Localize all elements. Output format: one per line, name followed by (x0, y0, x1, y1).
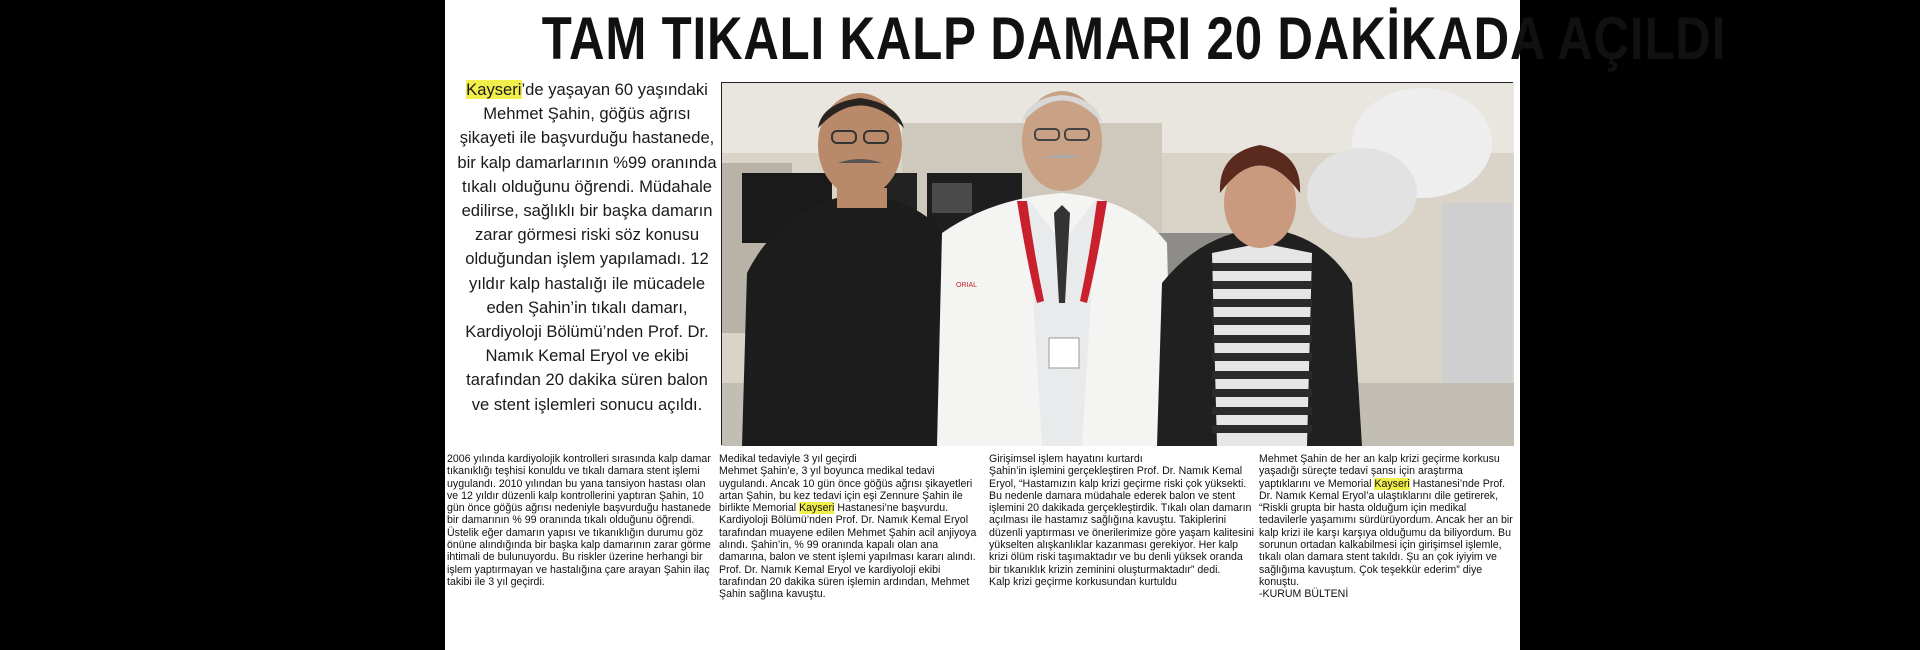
column-4-text-b: Hastanesi’nde Prof. Dr. Namık Kemal Eryol’a ulaştıklarını dile getirerek, “Riskli grupta bir hasta olduğum için medikal tedavilerle yaşamımı sürdürüyordum. Ancak her an bir kalp krizi ile karşı karşıya olduğumu da biliyordum. Bu sorunun ortadan kalkabilmesi için girişimsel işlemle, tıkalı olan damara stent takıldı. Şu an çok iyiyim ve sağlığıma kavuştum. Çok teşekkür ederim” diye konuştu. (1259, 477, 1513, 588)
column-2-paragraph (719, 465, 985, 600)
photo-illustration (722, 83, 1514, 446)
headline: TAM TIKALI KALP DAMARI 20 DAKİKADA AÇILDI (541, 5, 1727, 72)
column-1-paragraph: 2006 yılında kardiyolojik kontrolleri sırasında kalp damar tıkanıklığı teşhisi konuldu ve tıkalı damara stent işlemi uygulandı. 2010 yılından bu yana tansiyon hastası olan ve 12 yıldır düzenli kalp kontrollerini yaptıran Şahin, 10 gün önce göğüs ağrısı nedeniyle başvurduğu hastanede bir damarının % 99 oranında tıkalı olduğunu öğrendi. Üstelik eğer damarın yapısı ve tıkanıklığın durumu göz önüne alındığında bir başka kalp damarının zarar görme ihtimali de bulunuyordu. Bu riskler üzerine herhangi bir işlem yaptırmayan ve hastalığına çare arayan Şahin ilaç takibi ile 3 yıl geçirdi. (447, 453, 711, 588)
column-2-highlight: Kayseri (799, 502, 835, 515)
column-3 (989, 453, 1255, 648)
column-4-text-a: Mehmet Şahin de her an kalp krizi geçirme korkusu yaşadığı süreçte tedavi şansı için araştırma yaptıklarını ve Memorial (1259, 453, 1500, 490)
news-clipping (445, 0, 1727, 650)
lede-highlight: Kayseri (466, 80, 522, 99)
article-columns (447, 453, 1517, 648)
column-1 (447, 453, 713, 648)
badge-text: ORIAL (956, 282, 978, 289)
column-4-source: -KURUM BÜLTENİ (1259, 588, 1349, 601)
column-2-text-a: Mehmet Şahin’e, 3 yıl boyunca medikal tedavi uygulandı. Ancak 10 gün önce göğüs ağrısı şikayetleri artan Şahin, bu kez tedavi için eşi Zennure Şahin ile birlikte Memorial (719, 465, 973, 515)
column-2 (719, 453, 985, 648)
lede-paragraph (457, 78, 717, 438)
column-4 (1259, 453, 1517, 648)
column-3-subheading-2: Kalp krizi geçirme korkusundan kurtuldu (989, 575, 1177, 588)
column-2-subheading: Medikal tedaviyle 3 yıl geçirdi (719, 453, 857, 465)
column-2-text-b: Hastanesi’ne başvurdu. Kardiyoloji Bölümü’nden Prof. Dr. Namık Kemal Eryol tarafından muayene edilen Mehmet Şahin acil anjiyoya alındı. Şahin’in, % 99 oranında kapalı olan ana damarına, balon ve stent işlemi yapılması kararı alındı. Prof. Dr. Namık Kemal Eryol ve kardiyoloji ekibi tarafından 20 dakika süren işlemin ardından, Mehmet Şahin sağlına kavuştu. (719, 502, 977, 601)
column-3-subheading: Girişimsel işlem hayatını kurtardı (989, 453, 1143, 465)
news-photo (721, 82, 1513, 445)
lede-text: ’de yaşayan 60 yaşındaki Mehmet Şahin, göğüs ağrısı şikayeti ile başvurduğu hastanede, bir kalp damarlarının %99 oranında tıkalı olduğunu öğrendi. Müdahale edilirse, sağlıklı bir başka damarın zarar görmesi riski söz konusu olduğundan işlem yapılamadı. 12 yıldır kalp hastalığı ile mücadele eden Şahin’in tıkalı damarı, Kardiyoloji Bölümü’nden Prof. Dr. Namık Kemal Eryol ve ekibi tarafından 20 dakika süren balon ve stent işlemleri sonucu açıldı. (457, 80, 717, 414)
column-3-paragraph: Şahin’in işlemini gerçekleştiren Prof. Dr. Namık Kemal Eryol, “Hastamızın kalp krizi geçirme riski çok yüksekti. Bu nedenle damara müdahale ederek balon ve stent işlemini 20 dakikada gerçekleştirdik. Tıkalı olan damarın açılması ile hastamız sağlığına kavuştu. Takiplerini düzenli yaptırması ve önerilerimize göre yaşam kalitesini yükselten alışkanlıklar kazanması gerekiyor. Her kalp krizi ölüm riski taşımaktadır ve bu denli yüksek oranda bir tıkanıklık krizin zeminini oluşturmaktadır” dedi. (989, 465, 1254, 576)
column-4-paragraph (1259, 453, 1517, 588)
column-4-highlight: Kayseri (1374, 477, 1410, 490)
